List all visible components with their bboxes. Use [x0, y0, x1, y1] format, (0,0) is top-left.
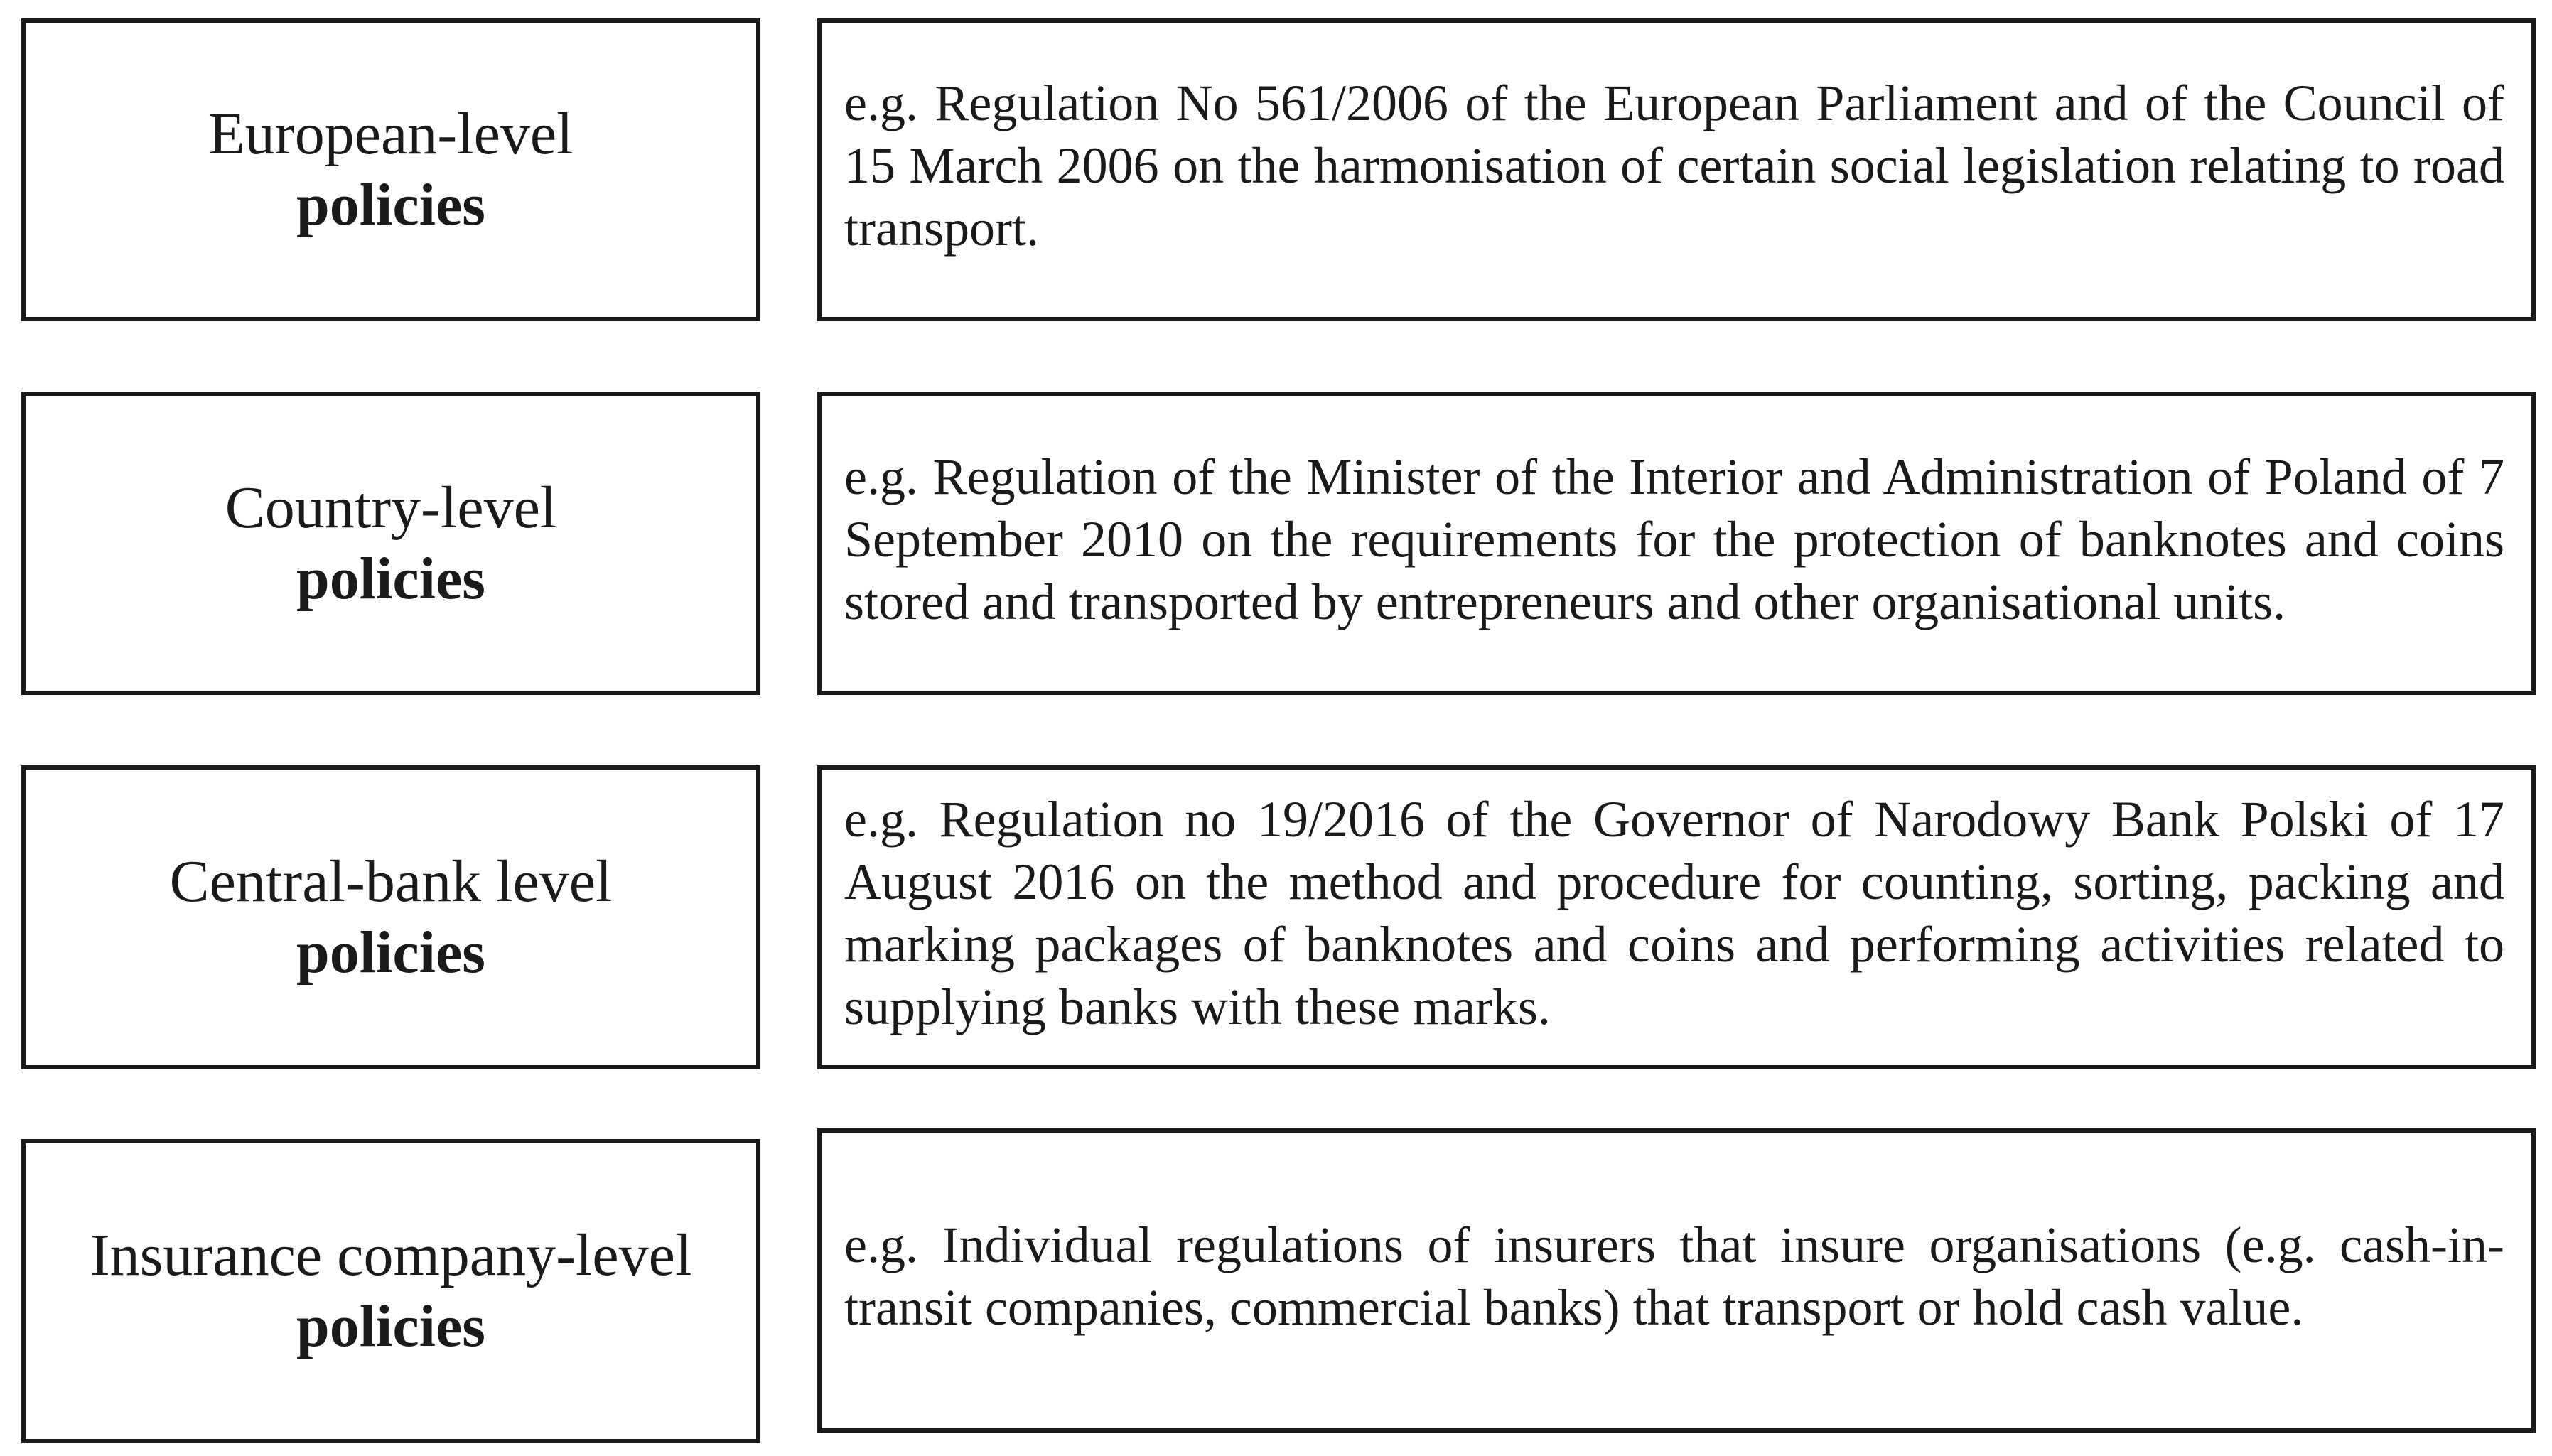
policy-example-box-european: [817, 18, 2536, 321]
policy-example-text: e.g. Regulation no 19/2016 of the Governor of Narodowy Bank Polski of 17 August 2016 on the method and procedure for counting, sorting, packing and marking packages of banknotes and coins and performing activities related to supplying banks with these marks.: [844, 791, 2504, 1035]
policy-example-text: e.g. Regulation of the Minister of the Interior and Administration of Poland of 7 September 2010 on the requirements for the protection of banknotes and coins stored and transported by entrepreneurs and other organisational units.: [844, 448, 2504, 630]
policy-level-kind: policies: [296, 1293, 485, 1359]
policy-level-name: Insurance company-level: [90, 1222, 692, 1288]
policy-level-name: Central-bank level: [169, 848, 613, 915]
policy-level-name: European-level: [208, 101, 574, 167]
policy-example-text: e.g. Regulation No 561/2006 of the European Parliament and of the Council of 15 March 2006 on the harmonisation of certain social legislation relating to road transport.: [844, 75, 2504, 257]
policy-level-box-european: [21, 18, 760, 321]
policy-level-box-central-bank: [21, 765, 760, 1069]
policy-level-box-country: [21, 392, 760, 695]
policy-example-text: e.g. Individual regulations of insurers that insure organisations (e.g. cash-in-transit companies, commercial banks) that transport or hold cash value.: [844, 1217, 2504, 1336]
policy-example-box-central-bank: [817, 765, 2536, 1069]
policy-example-box-insurance: [817, 1128, 2536, 1433]
policy-level-kind: policies: [296, 920, 485, 986]
policy-level-kind: policies: [296, 545, 485, 612]
policy-level-kind: policies: [296, 172, 485, 238]
policy-example-box-country: [817, 392, 2536, 695]
policy-level-name: Country-level: [225, 474, 557, 541]
policy-level-box-insurance: [21, 1139, 760, 1443]
